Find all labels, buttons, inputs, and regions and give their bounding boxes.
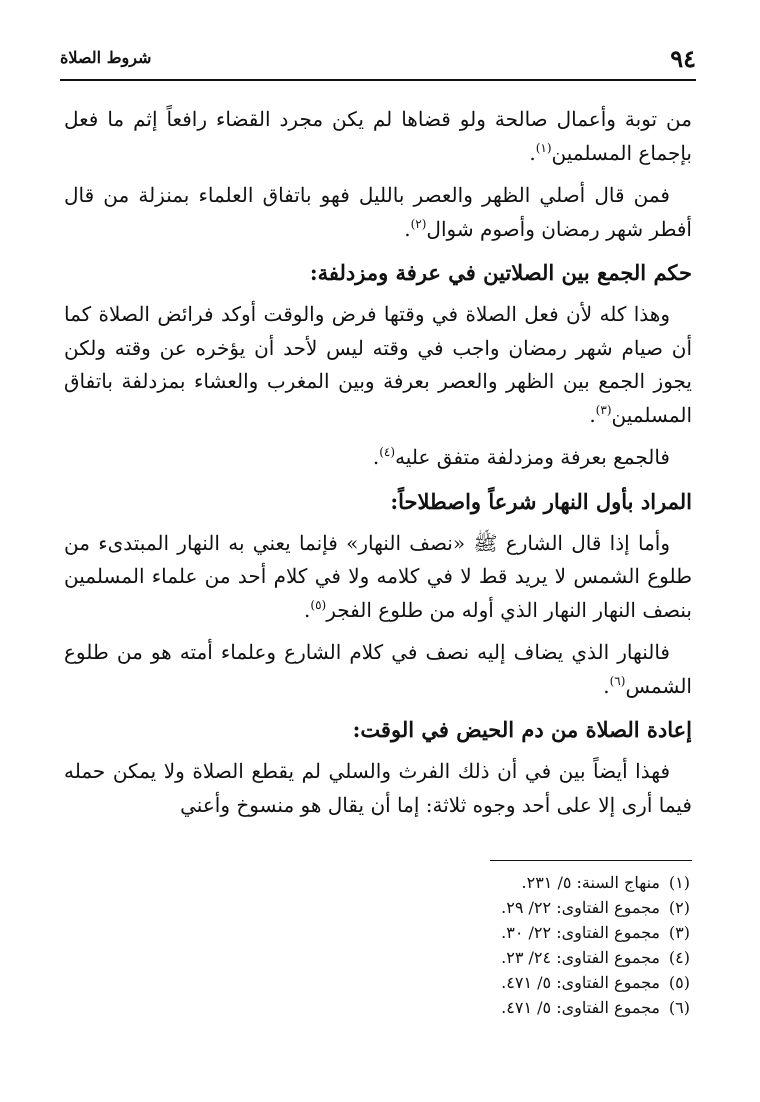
footnote-item: (٤)مجموع الفتاوى: ٢٤/ ٢٣. — [501, 948, 690, 967]
footnote-divider — [490, 860, 692, 861]
footnote-item: (١)منهاج السنة: ٥/ ٢٣١. — [521, 873, 690, 892]
footnote-item: (٣)مجموع الفتاوى: ٢٢/ ٣٠. — [501, 923, 690, 942]
footnote-ref-3[interactable]: (٣) — [595, 402, 612, 417]
footnote-ref-6[interactable]: (٦) — [609, 673, 626, 688]
page-number: ٩٤ — [670, 44, 696, 73]
header-divider — [60, 79, 696, 81]
section-heading-jam: حكم الجمع بين الصلاتين في عرفة ومزدلفة: — [309, 260, 692, 285]
page-body — [64, 103, 692, 831]
paragraph-2: فمن قال أصلي الظهر والعصر بالليل فهو باتفاق العلماء بمنزلة من قال أفطر شهر رمضان وأصوم شوال$^{(٢)}$. — [64, 183, 692, 241]
footnote-item: (٢)مجموع الفتاوى: ٢٢/ ٢٩. — [501, 898, 690, 917]
paragraph-6: فالنهار الذي يضاف إليه نصف في كلام الشارع وعلماء أمته هو من طلوع الشمس$^{(٦)}$. — [64, 640, 692, 698]
footnote-ref-5[interactable]: (٥) — [310, 597, 327, 612]
running-title: شروط الصلاة — [60, 48, 152, 67]
paragraph-5: وأما إذا قال الشارع ﷺ «نصف النهار» فإنما يعني به النهار المبتدىء من طلوع الشمس لا يريد قط لا في كلامه ولا في كلام أحد من علماء المسلمين بنصف النهار النهار الذي أوله من طلوع الفجر$^{(٥)}$. — [64, 530, 692, 622]
paragraph-7: فهذا أيضاً بين في أن ذلك الفرث والسلي لم يقطع الصلاة ولا يمكن حمله فيما أرى إلا على أحد وجوه ثلاثة: إما أن يقال هو منسوخ وأعني — [64, 759, 692, 817]
section-heading-iada: إعادة الصلاة من دم الحيض في الوقت: — [352, 717, 692, 742]
footnote-ref-4[interactable]: (٤) — [379, 445, 396, 459]
footnote-ref-2[interactable]: (٢) — [410, 216, 427, 231]
footnote-item: (٥)مجموع الفتاوى: ٥/ ٤٧١. — [501, 973, 690, 992]
footnotes — [390, 870, 690, 1020]
paragraph-3: وهذا كله لأن فعل الصلاة في وقتها فرض والوقت أوكد فرائض الصلاة كما أن صيام شهر رمضان واجب في وقته ليس لأحد أن يؤخره عن وقته ولكن يجوز الجمع بين الظهر والعصر بعرفة وبين المغرب والعشاء بمزدلفة باتفاق المسلمين$^{(٣)}$. — [64, 302, 692, 427]
section-heading-nahar: المراد بأول النهار شرعاً واصطلاحاً: — [390, 488, 692, 514]
paragraph-4: فالجمع بعرفة ومزدلفة متفق عليه$^{(٤)}$. — [372, 445, 670, 469]
footnote-item: (٦)مجموع الفتاوى: ٥/ ٤٧١. — [501, 998, 690, 1017]
footnote-ref-1[interactable]: (١) — [535, 140, 552, 155]
paragraph-1: من توبة وأعمال صالحة ولو قضاها لم يكن مجرد القضاء رافعاً إثم ما فعل بإجماع المسلمين$^{(١)}$. — [64, 107, 692, 165]
page-header — [60, 44, 696, 74]
